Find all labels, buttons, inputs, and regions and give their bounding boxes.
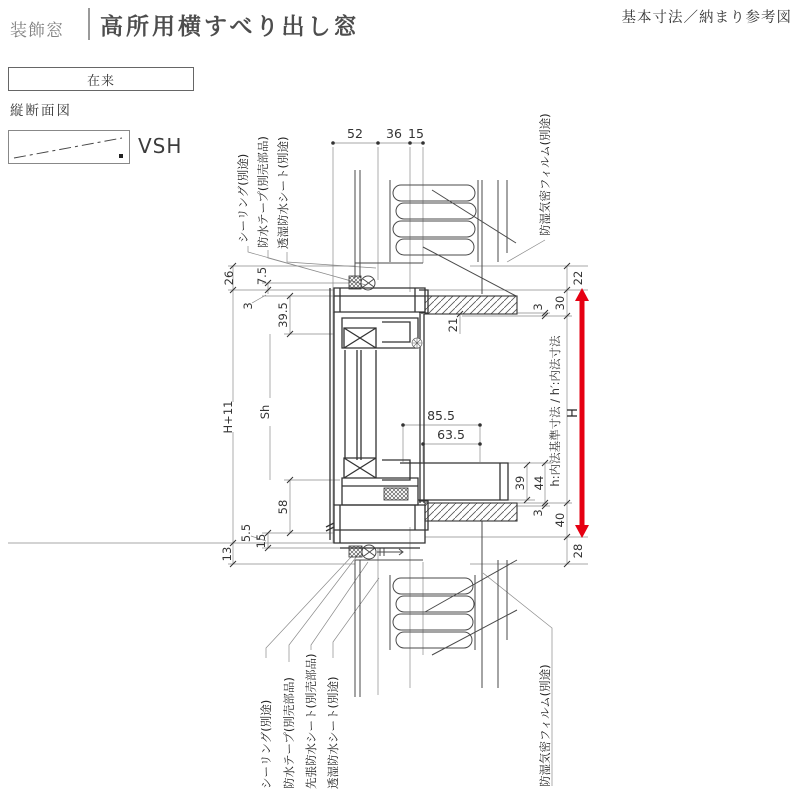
dimension-endpoint-dots [331, 141, 482, 446]
interior-head-casing [425, 296, 517, 314]
head-frame-profile [334, 288, 428, 313]
dim-right-21: 21 [446, 317, 460, 333]
window-code-label: VSH [138, 134, 183, 158]
dim-right-3-bottom: 3 [531, 509, 545, 517]
upper-wall-lines [355, 170, 516, 296]
dim-left-h11: H+11 [221, 400, 235, 434]
label-bottom-breathable-sheet: 透湿防水シート(別途) [326, 676, 340, 789]
label-top-vapor-barrier-film: 防湿気密フィルム(別途) [538, 113, 552, 236]
dim-right-44: 44 [532, 475, 546, 491]
dim-left-13: 13 [220, 546, 234, 562]
dim-top-15: 15 [408, 126, 424, 141]
screw-symbol [377, 548, 403, 556]
label-bottom-vapor-barrier-film: 防湿気密フィルム(別途) [538, 664, 552, 787]
label-bottom-sealing: シーリング(別途) [259, 699, 273, 789]
dim-mid-63-5: 63.5 [437, 427, 465, 442]
dim-left-26: 26 [222, 270, 236, 286]
dim-right-40: 40 [553, 512, 567, 528]
sash-profile [330, 288, 424, 540]
dim-left-58: 58 [276, 499, 290, 515]
interior-sill-board [425, 503, 517, 521]
dim-left-3: 3 [241, 302, 255, 310]
dim-right-28: 28 [571, 543, 585, 559]
label-bottom-pre-applied-sheet: 先張防水シート(別売部品) [304, 653, 318, 789]
label-top-sealing: シーリング(別途) [236, 153, 250, 243]
height-note: h:内法基準寸法 / h′:内法寸法 [548, 335, 562, 487]
dim-left-7-5: 7.5 [255, 266, 269, 286]
dimension-extension-lines [8, 143, 588, 695]
operator-gear [384, 488, 408, 500]
height-arrow-label: H [566, 408, 581, 418]
construction-type-label: 在来 [86, 73, 115, 89]
dim-mid-85-5: 85.5 [427, 408, 455, 423]
dim-right-3-top: 3 [531, 303, 545, 311]
label-top-waterproof-tape: 防水テープ(別売部品) [256, 136, 270, 248]
page-title: 高所用横すべり出し窓 [100, 14, 360, 40]
dim-right-39: 39 [513, 475, 527, 491]
dim-top-52: 52 [347, 126, 363, 141]
dim-right-22: 22 [571, 270, 585, 286]
dim-left-15: 15 [254, 533, 268, 549]
corner-note: 基本寸法／納まり参考図 [621, 10, 792, 26]
dim-left-5-5: 5.5 [239, 523, 253, 543]
dim-left-sh: Sh [258, 404, 272, 420]
category-label: 装飾窓 [10, 21, 64, 41]
lower-insulation-batts [393, 578, 474, 648]
registration-mark [412, 338, 422, 348]
head-sealant [349, 276, 361, 289]
sill-frame-profile [326, 501, 428, 548]
section-view-label: 縦断面図 [10, 103, 72, 119]
operator-housing [400, 463, 508, 500]
label-bottom-waterproof-tape: 防水テープ(別売部品) [282, 677, 296, 789]
dim-left-39-5: 39.5 [276, 302, 290, 328]
dim-top-36: 36 [386, 126, 402, 141]
label-top-breathable-sheet: 透湿防水シート(別途) [276, 136, 290, 249]
dim-right-30: 30 [553, 295, 567, 311]
upper-insulation-batts [393, 185, 476, 255]
